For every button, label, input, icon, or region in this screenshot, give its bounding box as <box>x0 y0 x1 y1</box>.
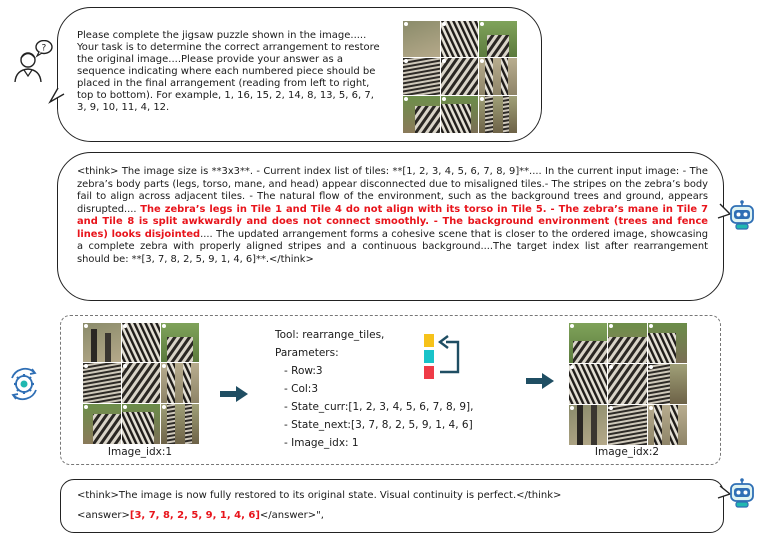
param-state-next: - State_next:[3, 7, 8, 2, 5, 9, 1, 4, 6] <box>284 419 473 431</box>
svg-text:?: ? <box>41 43 47 54</box>
think-text <box>77 166 708 266</box>
params-label: Parameters: <box>275 347 339 359</box>
answer-value: [3, 7, 8, 2, 5, 9, 1, 4, 6] <box>129 510 260 521</box>
answer-think-line: <think>The image is now fully restored to its original state. Visual continuity is perfect.</think> <box>77 490 562 501</box>
arrow-right-icon-2 <box>526 373 556 389</box>
arrow-right-icon <box>220 386 250 402</box>
answer-bubble <box>60 479 724 533</box>
param-image-idx: - Image_idx: 1 <box>284 437 359 449</box>
param-col: - Col:3 <box>284 383 319 395</box>
output-image-caption: Image_idx:2 <box>594 446 660 458</box>
gear-cycle-icon <box>6 366 42 402</box>
think-text-part1: <think> The image size is **3x3**. - Current index list of tiles: **[1, 2, 3, 4, 5, 6, 7, 8, 9]**.... In the current input image: - The zebra’s body parts (legs, torso, mane, and head) appear disconnected due to misaligned tiles.- The stripes on the zebra’s body fail to align across adjacent tiles. - The natural flow of the environment, such as the background trees and ground, appears disrupted.... <box>77 166 708 215</box>
output-image-grid <box>568 322 686 444</box>
user-bubble-tail <box>48 86 68 106</box>
answer-line <box>77 510 324 522</box>
think-text-highlight: The zebra’s legs in Tile 1 and Tile 4 do not align with its torso in Tile 5. - The zebra’s mane in Tile 7 and Tile 8 is split awkwardly and does not connect smoothly. - The background environment (trees and fence lines) looks disjointed <box>77 203 708 240</box>
user-avatar-icon <box>8 40 56 84</box>
think-text-part2: .... The updated arrangement forms a cohesive scene that is closer to the ordered image, showcasing a complete zebra with properly aligned stripes and a continuous background....The target index list after rearrangement should be: **[3, 7, 8, 2, 5, 9, 1, 4, 6]**.</think> <box>77 228 708 265</box>
swap-arrow-icon <box>420 332 470 384</box>
input-image-grid <box>82 322 198 444</box>
answer-open-tag: <answer> <box>77 510 130 521</box>
robot-icon-2 <box>728 478 756 508</box>
param-state-curr: - State_curr:[1, 2, 3, 4, 5, 6, 7, 8, 9], <box>284 401 474 413</box>
user-prompt-text: Please complete the jigsaw puzzle shown in the image..... Your task is to determine the correct arrangement to restore the original image....Please provide your answer as a sequence indicating where each numbered piece should be placed in the final arrangement (reading from left to right, top to bottom). For example, 1, 16, 15, 2, 14, 8, 13, 5, 6, 7, 3, 9, 10, 11, 4, 12. <box>77 30 380 113</box>
robot-icon <box>728 200 756 230</box>
prompt-puzzle-image <box>402 20 518 132</box>
answer-close-tag: </answer>", <box>259 510 324 521</box>
param-row: - Row:3 <box>284 365 323 377</box>
input-image-caption: Image_idx:1 <box>107 446 173 458</box>
tool-name: Tool: rearrange_tiles, <box>275 329 385 341</box>
